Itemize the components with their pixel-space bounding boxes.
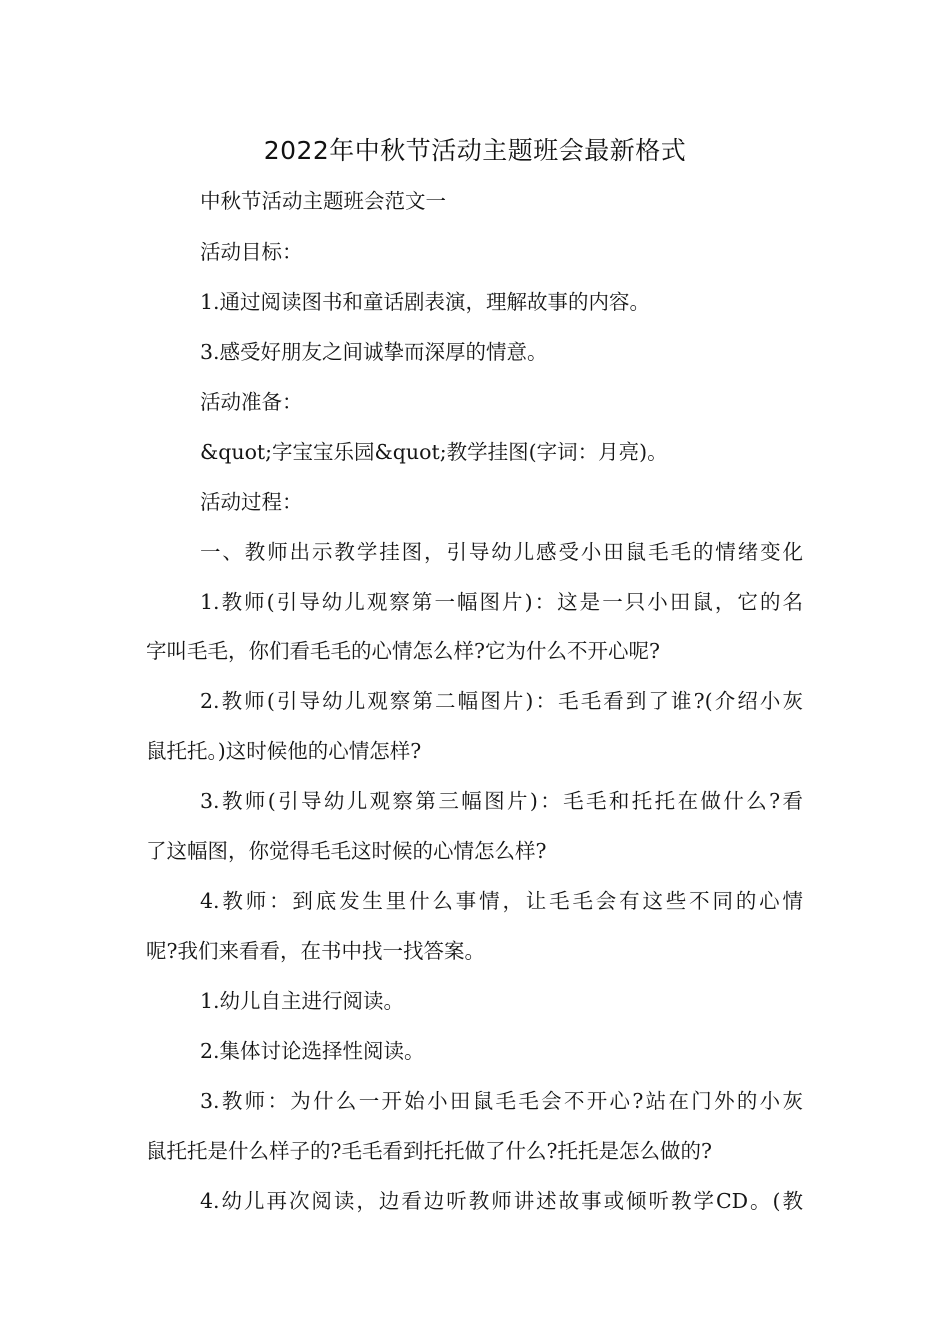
paragraph-line: 活动目标： [200, 240, 303, 264]
paragraph-line: 活动过程： [200, 490, 303, 514]
paragraph-line: 2.集体讨论选择性阅读。 [200, 1039, 425, 1063]
paragraph-line: 中秋节活动主题班会范文一 [200, 189, 446, 213]
paragraph-line: 字叫毛毛，你们看毛毛的心情怎么样?它为什么不开心呢? [146, 639, 660, 663]
paragraph-line: 1.教师(引导幼儿观察第一幅图片)：这是一只小田鼠，它的名 [200, 590, 803, 614]
paragraph-line: 鼠托托是什么样子的?毛毛看到托托做了什么?托托是怎么做的? [146, 1139, 712, 1163]
paragraph-line: 1.幼儿自主进行阅读。 [200, 989, 405, 1013]
paragraph-line: 4.教师：到底发生里什么事情，让毛毛会有这些不同的心情 [200, 889, 803, 913]
paragraph-line: 3.感受好朋友之间诚挚而深厚的情意。 [200, 340, 548, 364]
paragraph-line: 了这幅图，你觉得毛毛这时候的心情怎么样? [146, 839, 547, 863]
paragraph-line: 3.教师：为什么一开始小田鼠毛毛会不开心?站在门外的小灰 [200, 1089, 803, 1113]
paragraph-line: 1.通过阅读图书和童话剧表演，理解故事的内容。 [200, 290, 651, 314]
paragraph-line: 2.教师(引导幼儿观察第二幅图片)：毛毛看到了谁?(介绍小灰 [200, 689, 803, 713]
paragraph-line: 3.教师(引导幼儿观察第三幅图片)：毛毛和托托在做什么?看 [200, 789, 803, 813]
paragraph-line: &quot;字宝宝乐园&quot;教学挂图(字词：月亮)。 [200, 440, 668, 464]
paragraph-line: 活动准备： [200, 390, 303, 414]
document-title: 2022年中秋节活动主题班会最新格式 [263, 136, 687, 165]
paragraph-line: 鼠托托。)这时候他的心情怎样? [146, 739, 422, 763]
paragraph-line: 呢?我们来看看，在书中找一找答案。 [146, 939, 485, 963]
paragraph-line: 4.幼儿再次阅读，边看边听教师讲述故事或倾听教学CD。(教 [200, 1189, 803, 1213]
paragraph-line: 一、教师出示教学挂图，引导幼儿感受小田鼠毛毛的情绪变化 [200, 540, 803, 564]
